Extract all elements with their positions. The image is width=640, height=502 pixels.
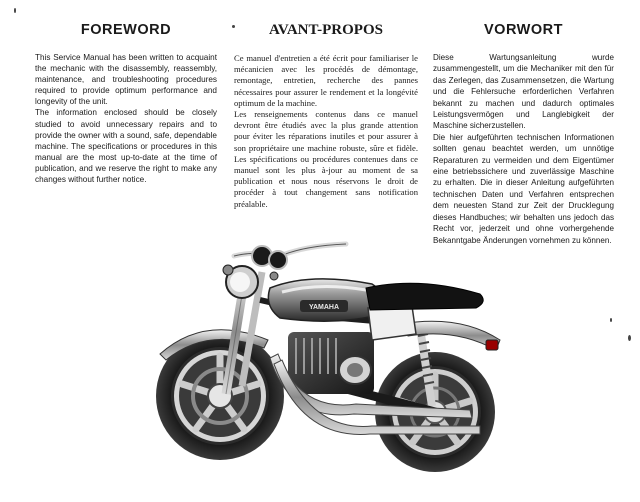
avant-propos-paragraph-1: Ce manuel d'entretien a été écrit pour familiariser le mécanicien avec les procédés de démontage, remontage, entretien, recherche des pannes nécessaires pour assurer le rendement et la longévité optimum de la machine. bbox=[234, 53, 418, 108]
engine bbox=[288, 332, 374, 394]
vorwort-paragraph-1: Diese Wartungsanleitung wurde zusammengestellt, um die Mechaniker mit den für das Zerlegen, das Zusammensetzen, die Wartung und die Fehlersuche erforderlichen Verfahren bekannt zu machen und dadurch optimales Leistungsvermögen und Langlebigkeit der Maschine sicherzustellen. bbox=[433, 53, 614, 131]
seat bbox=[366, 283, 483, 310]
vorwort-title: VORWORT bbox=[484, 22, 563, 38]
tail-light bbox=[486, 340, 498, 350]
foreword-paragraph-1: This Service Manual has been written to acquaint the mechanic with the disassembly, reassembly, maintenance, and troubleshooting procedures required to provide optimum performance and longevity of the unit. bbox=[35, 53, 217, 107]
avant-propos-column bbox=[234, 22, 418, 210]
vorwort-column bbox=[433, 22, 614, 246]
foreword-column bbox=[35, 22, 217, 185]
foreword-paragraph-2: The information enclosed should be closely studied to avoid unnecessary repairs and to provide the owner with a sound, safe, dependable machine. The specifications or procedures in this manual are the most up-to-date at the time of publication, and we reserve the right to make any changes without further notice. bbox=[35, 108, 217, 185]
speck bbox=[610, 318, 612, 322]
speck bbox=[232, 25, 235, 28]
speck bbox=[14, 8, 16, 13]
motorcycle-photo bbox=[150, 236, 510, 498]
foreword-title: FOREWORD bbox=[80, 22, 172, 38]
gauges bbox=[252, 246, 287, 269]
speck bbox=[628, 335, 631, 341]
turn-signal bbox=[270, 272, 278, 280]
tank-badge: YAMAHA bbox=[308, 304, 340, 311]
fuel-tank bbox=[268, 279, 383, 321]
handlebar bbox=[234, 244, 346, 258]
avant-propos-paragraph-2: Les renseignements contenus dans ce manuel devront être étudiés avec la plus grande attention pour éviter les réparations inutiles et pour assurer à son propriétaire une machine robuste, sûre et fidèle. Les spécifications ou procédures contenues dans ce manuel sont les plus à-jour au moment de sa publication et nous nous réservons le droit de procéder à tout changement sans notification préalable. bbox=[234, 109, 418, 209]
side-cover bbox=[368, 306, 416, 340]
avant-propos-title: AVANT-PROPOS bbox=[269, 22, 383, 38]
turn-signal bbox=[223, 265, 233, 275]
vorwort-paragraph-2: Die hier aufgeführten technischen Informationen sollten genau beachtet werden, um unnötige Reparaturen zu vermeiden und dem Eigentümer eine betriebssichere und zuverlässige Maschine zu erhalten. Die in dieser Anleitung aufgeführten technischen Daten und Verfahren entsprechen dem neuesten Stand zur Zeit der Drucklegung dieses Handbuches; wir behalten uns jedoch das Recht vor, jederzeit und ohne vorhergehende Bekanntgabe Änderungen vornehmen zu können. bbox=[433, 132, 614, 245]
